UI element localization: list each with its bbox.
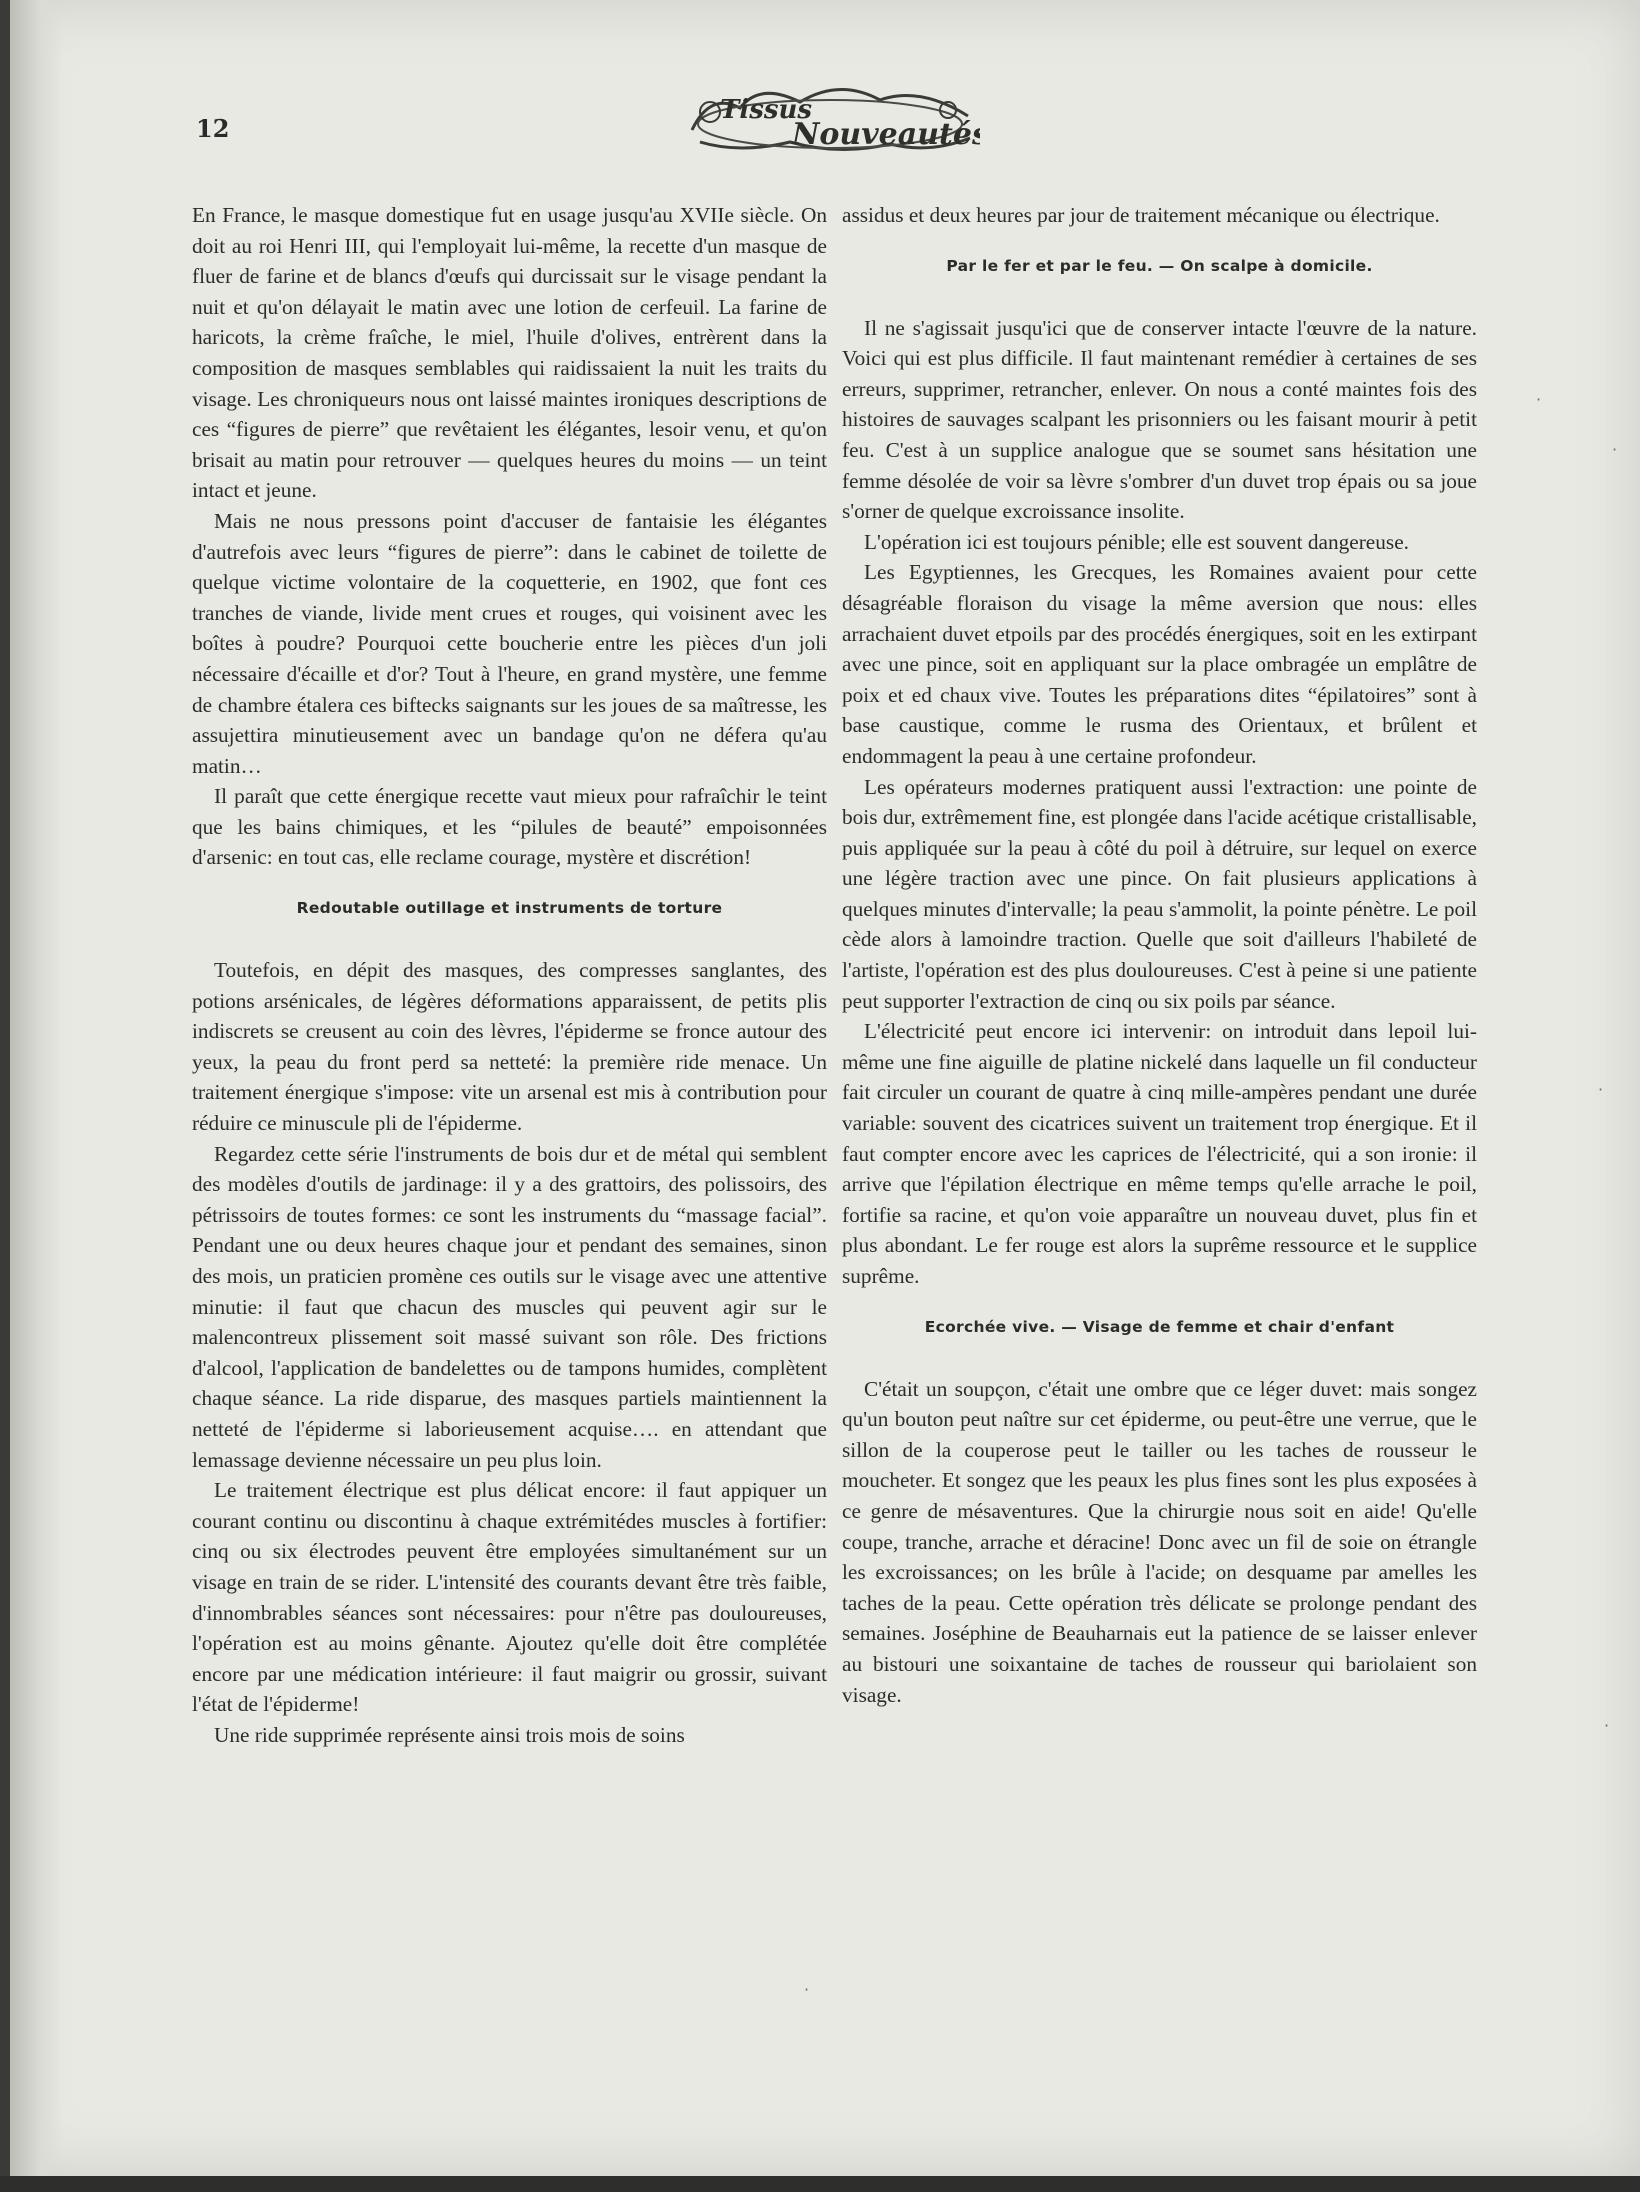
paragraph: Les opérateurs modernes pratiquent aussi l'extraction: une pointe de bois dur, extrêmement fine, est plongée dans l'acide acétique cristallisable, puis appliquée sur la peau à côté du poil à détruire, sur lequel on exerce une légère traction avec une pince. On fait plusieurs applications à quelques minutes d'intervalle; la peau s'ammolit, la pointe pénètre. Le poil cède alors à lamoindre traction. Quelle que soit d'ailleurs l'habileté de l'artiste, l'opération est des plus douloureuses. C'est à peine si une patiente peut supporter l'extraction de cinq ou six poils par séance. <box>842 774 1477 1013</box>
paragraph: L'opération ici est toujours pénible; elle est souvent dangereuse. <box>864 529 1409 554</box>
svg-text:Nouveautés: Nouveautés <box>792 117 980 152</box>
paragraph: Toutefois, en dépit des masques, des compresses sanglantes, des potions arsénicales, de légères déformations apparaissent, de petits plis indiscrets se creusent au coin des lèvres, l'épiderme se fronce autour des yeux, la peau du front perd sa netteté: la première ride menace. Un traitement énergique s'impose: vite un arsenal est mis à contribution pour réduire ce minuscule pli de l'épiderme. <box>192 958 827 1136</box>
paragraph: Les Egyptiennes, les Grecques, les Romaines avaient pour cette désagréable floraison du visage la même aversion que nous: elles arrachaient duvet etpoils par des procédés énergiques, soit en les extirpant avec une pince, soit en appliquant sur la place ombragée un emplâtre de poix et ed chaux vive. Toutes les préparations dites “épilatoires” sont à base caustique, comme le rusma des Orientaux, et brûlent et endommagent la peau à une certaine profondeur. <box>842 560 1477 768</box>
paragraph: assidus et deux heures par jour de traitement mécanique ou électrique. <box>842 203 1440 227</box>
section-heading: Par le fer et par le feu. — On scalpe à domicile. <box>946 256 1373 275</box>
section-heading: Ecorchée vive. — Visage de femme et chair d'enfant <box>924 1317 1395 1336</box>
paragraph: Il ne s'agissait jusqu'ici que de conserver intacte l'œuvre de la nature. Voici qui est plus difficile. Il faut maintenant remédier à certaines de ses erreurs, supprimer, retrancher, enlever. On nous a conté maintes fois des histoires de sauvages scalpant les prisonniers ou les faisant mourir à petit feu. C'est à un supplice analogue que se soumet sans hésitation une femme désolée de voir sa lèvre s'ombrer d'un duvet trop épais ou sa joue s'orner de quelque excroissance insolite. <box>842 315 1477 524</box>
right-column <box>842 200 1477 1710</box>
scan-speck: · <box>804 1980 810 1999</box>
scan-speck: · <box>1604 1716 1610 1735</box>
paragraph: Il paraît que cette énergique recette vaut mieux pour rafraîchir le teint que les bains chimiques, et les “pilules de beauté” empoisonnées d'arsenic: en tout cas, elle reclame courage, mystère et discrétion! <box>192 784 827 870</box>
page-number: 12 <box>196 114 230 143</box>
paragraph: Mais ne nous pressons point d'accuser de fantaisie les élégantes d'autrefois avec leurs “figures de pierre”: dans le cabinet de toilette de quelque victime volontaire de la coquetterie, en 1902, que font ces tranches de viande, livide ment crues et rouges, qui voisinent avec les boîtes à poudre? Pourquoi cette boucherie entre les pièces d'un joli nécessaire d'écaille et d'or? Tout à l'heure, en grand mystère, une femme de chambre étalera ces biftecks saignants sur les joues de sa maîtresse, les assujettira minutieusement avec un bandage qu'on ne défera qu'au matin… <box>192 508 827 778</box>
scan-bottom-edge <box>0 2176 1640 2192</box>
paragraph: Regardez cette série l'instruments de bois dur et de métal qui semblent des modèles d'outils de jardinage: il y a des grattoirs, des polissoirs, des pétrissoirs de toutes formes: ce sont les instruments du “massage facial”. Pendant une ou deux heures chaque jour et pendant des semaines, sinon des mois, un praticien promène ces outils sur le visage avec une attentive minutie: il faut que chacun des muscles qui peuvent agir sur le malencontreux plissement soit massé suivant son rôle. Des frictions d'alcool, l'application de bandelettes ou de tampons humides, complètent chaque séance. La ride disparue, des masques partiels maintiennent la netteté de l'épiderme si laborieusement acquise…. en attendant que lemassage devienne nécessaire un peu plus loin. <box>192 1141 827 1472</box>
scan-speck: · <box>1598 1080 1604 1099</box>
paragraph: C'était un soupçon, c'était une ombre que ce léger duvet: mais songez qu'un bouton peut naître sur cet épiderme, ou peut-être une verrue, que le sillon de la couperose peut le tailler ou les taches de rousseur le moucheter. Et songez que les peaux les plus fines sont les plus exposées à ce genre de mésaventures. Que la chirurgie nous soit en aide! Qu'elle coupe, tranche, arrache et déracine! Donc avec un fil de soie on étrangle les excroissances; on les brûle à l'acide; on desquame par amelles les taches de la peau. Cette opération très délicate se prolonge pendant des semaines. Joséphine de Beauharnais eut la patience de se laisser enlever au bistouri une soixantaine de taches de rousseur qui bariolaient son visage. <box>842 1376 1477 1707</box>
section-heading: Redoutable outillage et instruments de torture <box>296 899 723 918</box>
svg-text:Tissus: Tissus <box>720 95 813 125</box>
page-spine-shadow <box>10 0 62 2176</box>
masthead-logo <box>680 72 980 162</box>
masthead-logo-art <box>680 72 980 162</box>
scan-speck: · <box>1612 440 1618 459</box>
paragraph: L'électricité peut encore ici intervenir: on introduit dans lepoil lui-même une fine aiguille de platine nickelé dans laquelle un fil conducteur fait circuler un courant de quatre à cinq mille-ampères pendant une durée variable: souvent des cicatrices suivent un traitement trop énergique. Et il faut compter encore avec les caprices de l'électricité, qui a son ironie: il arrive que l'épilation électrique en même temps qu'elle arrache le poil, fortifie sa racine, et qu'on voie apparaître un nouveau duvet, plus fin et plus abondant. Le fer rouge est alors la suprême ressource et le supplice suprême. <box>842 1019 1477 1288</box>
paragraph: Une ride supprimée représente ainsi trois mois de soins <box>214 1722 685 1747</box>
paragraph: Le traitement électrique est plus délicat encore: il faut appiquer un courant continu ou discontinu à chaque extrémitédes muscles à fortifier: cinq ou six électrodes peuvent être employées simultanément sur un visage en train de se rider. L'intensité des courants devant être très faible, d'innombrables séances sont nécessaires: pour n'être pas douloureuses, l'opération est au moins gênante. Ajoutez qu'elle doit être complétée encore par une médication intérieure: il faut maigrir ou grossir, suivant l'état de l'épiderme! <box>192 1478 827 1717</box>
paragraph: En France, le masque domestique fut en usage jusqu'au XVIIe siècle. On doit au roi Henri III, qui l'employait lui-même, la recette d'un masque de fluer de farine et de blancs d'œufs qui durcissait sur le visage pendant la nuit et qu'on délayait le matin avec une lotion de cerfeuil. La farine de haricots, la crème fraîche, le miel, l'huile d'olives, entrèrent dans la composition de masques semblables qui raidissaient la nuit les traits du visage. Les chroniqueurs nous ont laissé maintes ironiques descriptions de ces “figures de pierre” que revêtaient les élégantes, lesoir venu, et qu'on brisait au matin pour retrouver — quelques heures du moins — un teint intact et jeune. <box>192 203 827 503</box>
scan-speck: · <box>1536 390 1542 409</box>
left-column <box>192 200 827 1751</box>
